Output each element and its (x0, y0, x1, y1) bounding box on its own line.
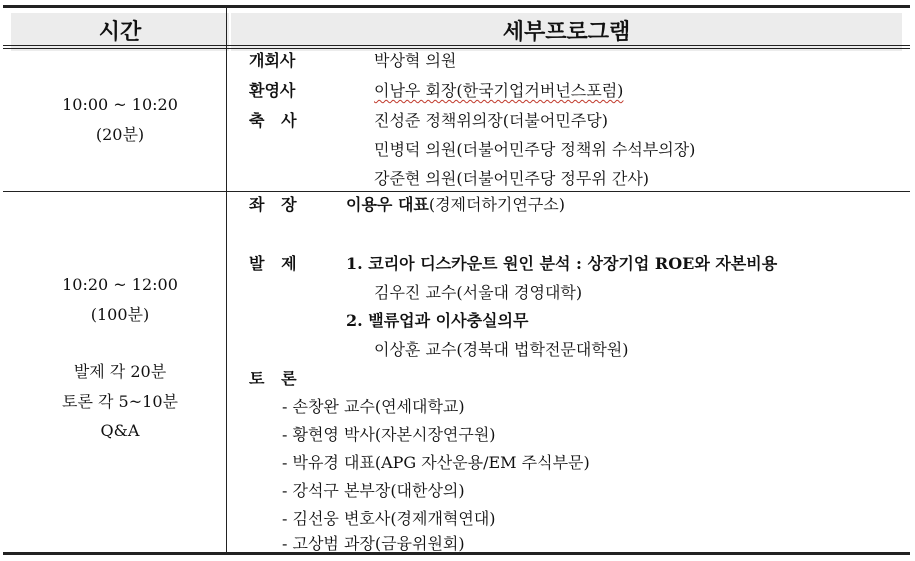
discussant-4: - 강석구 본부장(대한상의) (282, 481, 465, 500)
congrats-speaker-1: 진성준 정책위의장(더불어민주당) (374, 111, 608, 130)
discussant-3: - 박유경 대표(APG 자산운용/EM 주식부문) (282, 453, 590, 472)
presentation-2-title: 2. 밸류업과 이사충실의무 (346, 311, 529, 330)
session2-note-qa: Q&A (100, 421, 140, 440)
label-welcome: 환영사 (249, 81, 296, 100)
presentation-1-title: 1. 코리아 디스카운트 원인 분석 : 상장기업 ROE와 자본비용 (346, 254, 778, 273)
label-presentation: 발 제 (249, 254, 297, 273)
opening-speaker: 박상혁 의원 (374, 51, 457, 70)
session2-duration: (100분) (90, 305, 150, 324)
welcome-speaker: 이남우 회장(한국기업거버넌스포럼) (374, 81, 624, 100)
header-program: 세부프로그램 (502, 19, 631, 45)
chair-org: (경제더하기연구소) (428, 195, 565, 214)
top-border (3, 5, 910, 8)
congrats-speaker-3: 강준현 의원(더불어민주당 정무위 간사) (374, 169, 650, 188)
chair-name: 이용우 대표 (346, 195, 429, 214)
discussant-2: - 황현영 박사(자본시장연구원) (282, 425, 496, 444)
congrats-speaker-2: 민병덕 의원(더불어민주당 정책위 수석부의장) (374, 140, 696, 159)
session1-time: 10:00 ~ 10:20 (62, 95, 178, 114)
session1-duration: (20분) (95, 125, 145, 144)
label-discussion: 토 론 (249, 369, 297, 388)
program-table (3, 5, 910, 555)
discussant-6: - 고상범 과장(금융위원회) (282, 534, 465, 553)
chair-entry (346, 191, 565, 219)
header-time: 시간 (98, 19, 142, 45)
discussant-5: - 김선웅 변호사(경제개혁연대) (282, 509, 496, 528)
session2-time: 10:20 ~ 12:00 (62, 275, 178, 294)
session2-note-discussion: 토론 각 5~10분 (62, 392, 178, 411)
presentation-2-presenter: 이상훈 교수(경북대 법학전문대학원) (374, 340, 629, 359)
label-opening: 개회사 (249, 51, 296, 70)
label-congrats: 축 사 (249, 111, 297, 130)
label-chair: 좌 장 (249, 195, 297, 214)
discussant-1: - 손창완 교수(연세대학교) (282, 397, 465, 416)
session2-note-presentation: 발제 각 20분 (73, 362, 167, 381)
presentation-1-presenter: 김우진 교수(서울대 경영대학) (374, 283, 583, 302)
